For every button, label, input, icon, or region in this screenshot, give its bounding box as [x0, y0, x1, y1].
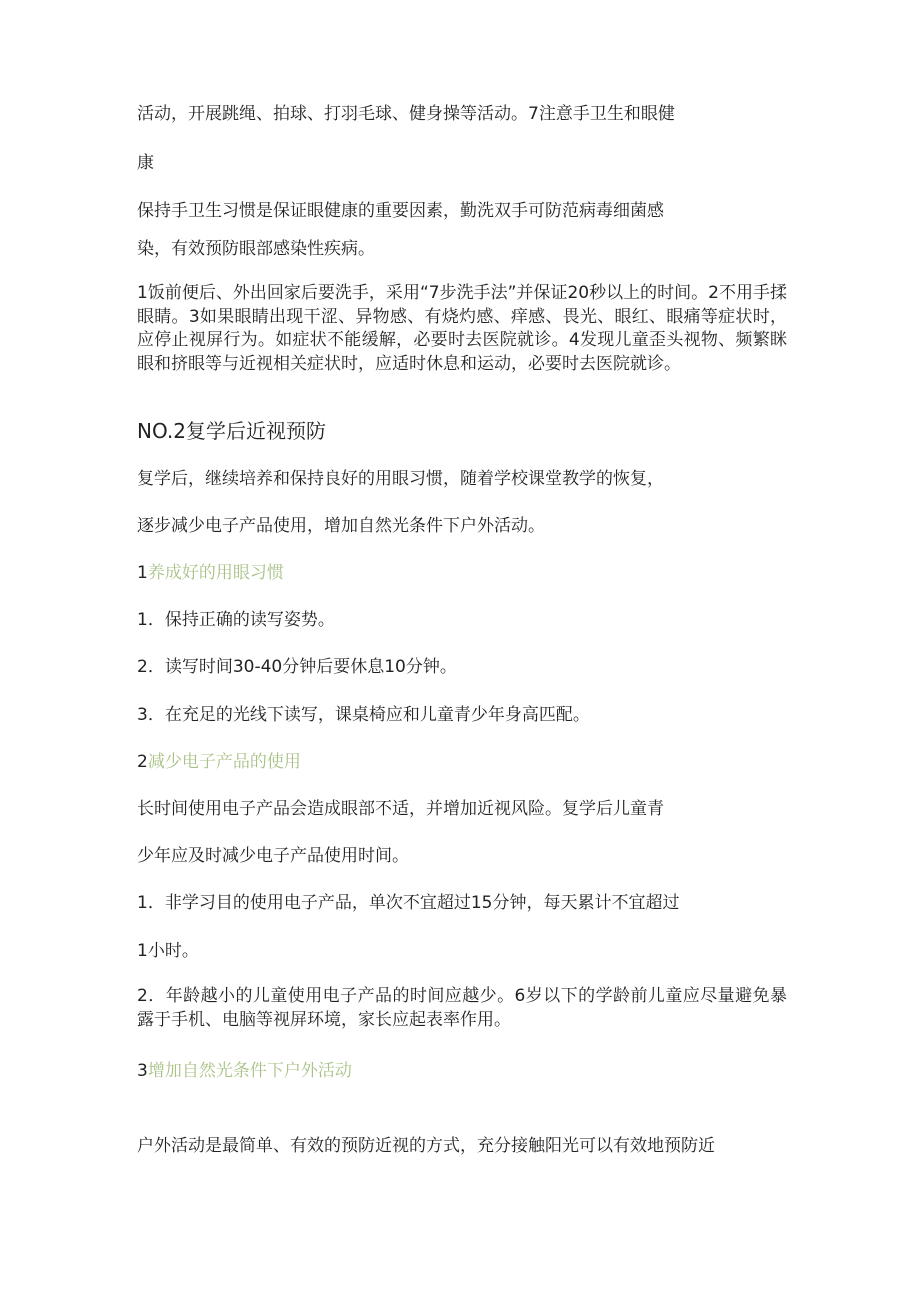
subsection-heading-1: [137, 562, 284, 584]
section-heading-no2: NO.2复学后近视预防: [137, 419, 326, 443]
subsection-title: 养成好的用眼习惯: [147, 563, 284, 583]
text-line: 逐步减少电子产品使用，增加自然光条件下户外活动。: [137, 516, 545, 536]
text-line: 少年应及时减少电子产品使用时间。: [137, 846, 409, 866]
subsection-number: 2: [137, 752, 148, 772]
list-item: 1．保持正确的读写姿势。: [137, 610, 335, 630]
paragraph-age-limit: 2．年龄越小的儿童使用电子产品的时间应越少。6岁以下的学龄前儿童应尽量避免暴露于手机、电脑等视屏环境，家长应起表率作用。: [137, 986, 787, 1030]
text-line: 染，有效预防眼部感染性疾病。: [137, 239, 375, 259]
text-line: 保持手卫生习惯是保证眼健康的重要因素，勤洗双手可防范病毒细菌感: [137, 201, 664, 221]
subsection-title: 减少电子产品的使用: [147, 752, 301, 772]
subsection-number: 1: [137, 563, 148, 583]
text-line: 康: [137, 153, 154, 173]
subsection-number: 3: [137, 1061, 148, 1081]
subsection-title: 增加自然光条件下户外活动: [147, 1061, 352, 1081]
text-line: 活动，开展跳绳、拍球、打羽毛球、健身操等活动。7注意手卫生和眼健: [137, 104, 675, 124]
subsection-heading-2: [137, 751, 301, 773]
text-line: 1小时。: [137, 941, 199, 961]
text-line: 户外活动是最简单、有效的预防近视的方式，充分接触阳光可以有效地预防近: [137, 1136, 715, 1156]
text-line: 长时间使用电子产品会造成眼部不适，并增加近视风险。复学后儿童青: [137, 799, 664, 819]
list-item: 2．读写时间30-40分钟后要休息10分钟。: [137, 657, 457, 677]
subsection-heading-3: [137, 1060, 352, 1082]
list-item: 1．非学习目的使用电子产品，单次不宜超过15分钟，每天累计不宜超过: [137, 893, 680, 913]
list-item: 3．在充足的光线下读写，课桌椅应和儿童青少年身高匹配。: [137, 705, 590, 725]
paragraph-hand-hygiene: 1饭前便后、外出回家后要洗手，采用“7步洗手法”并保证20秒以上的时间。2不用手揉眼睛。3如果眼睛出现干涩、异物感、有烧灼感、痒感、畏光、眼红、眼痛等症状时，应停止视屏行为。如症状不能缓解，必要时去医院就诊。4发现儿童歪头视物、频繁眯眼和挤眼等与近视相关症状时，应适时休息和运动，必要时去医院就诊。: [137, 283, 787, 374]
text-line: 复学后，继续培养和保持良好的用眼习惯，随着学校课堂教学的恢复，: [137, 469, 664, 489]
